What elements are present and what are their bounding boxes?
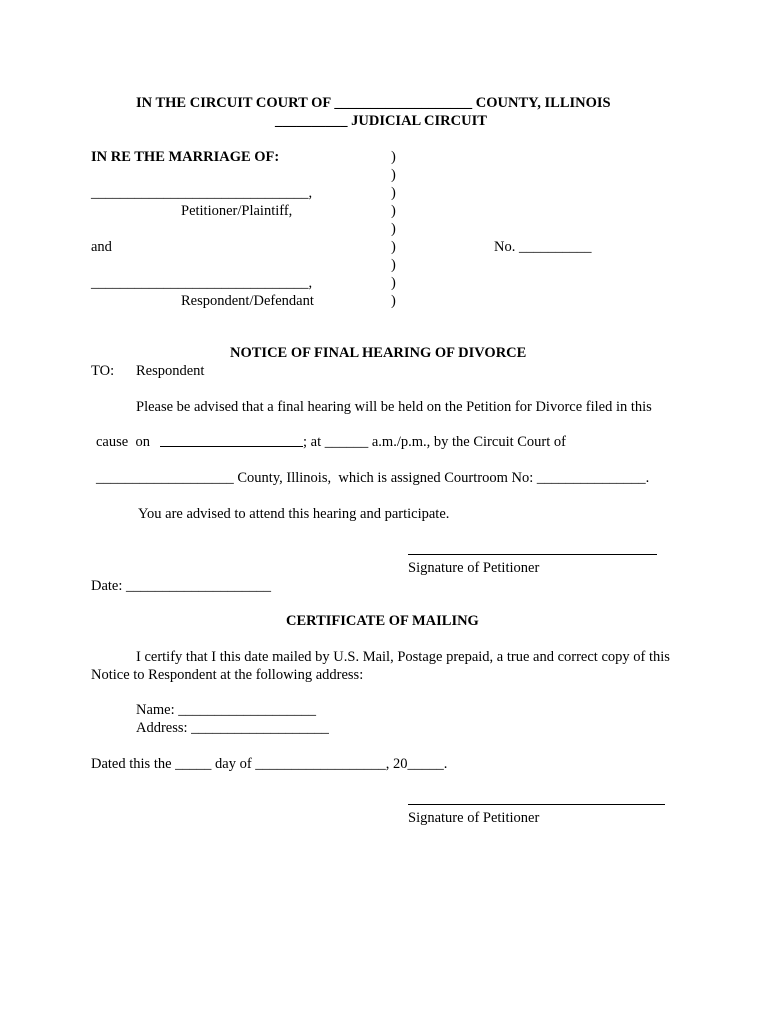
mailing-address-field[interactable]: Address: ___________________ [136, 720, 329, 736]
certificate-paragraph-line2: Notice to Respondent at the following address: [91, 667, 364, 683]
to-recipient: Respondent [136, 363, 205, 379]
certificate-paragraph-line1: I certify that I this date mailed by U.S. Mail, Postage prepaid, a true and correct copy of this [136, 649, 670, 665]
certificate-title: CERTIFICATE OF MAILING [286, 613, 479, 629]
caption-paren: ) [391, 149, 396, 165]
hearing-time-text: ; at ______ a.m./p.m., by the Circuit Court of [303, 434, 566, 450]
certificate-signature-label: Signature of Petitioner [408, 810, 540, 826]
court-header-line2: __________ JUDICIAL CIRCUIT [275, 113, 487, 129]
cause-on-label: cause on [96, 434, 150, 450]
in-re-marriage-label: IN RE THE MARRIAGE OF: [91, 149, 280, 165]
caption-paren: ) [391, 185, 396, 201]
dated-line[interactable]: Dated this the _____ day of __________________, 20_____. [91, 756, 448, 772]
county-courtroom-line: ___________________ County, Illinois, which is assigned Courtroom No: _______________. [96, 470, 650, 486]
and-label: and [91, 239, 112, 255]
attend-instruction: You are advised to attend this hearing and participate. [138, 506, 450, 522]
petitioner-name-blank[interactable]: ______________________________, [91, 185, 313, 201]
court-header-line1: IN THE CIRCUIT COURT OF ___________________ COUNTY, ILLINOIS [136, 95, 611, 111]
respondent-label: Respondent/Defendant [181, 293, 314, 309]
respondent-name-blank[interactable]: ______________________________, [91, 275, 313, 291]
petitioner-signature-label: Signature of Petitioner [408, 560, 540, 576]
petitioner-signature-line[interactable] [408, 554, 657, 555]
caption-paren: ) [391, 203, 396, 219]
caption-paren: ) [391, 221, 396, 237]
notice-date-field[interactable]: Date: ____________________ [91, 578, 272, 594]
caption-paren: ) [391, 239, 396, 255]
caption-paren: ) [391, 275, 396, 291]
caption-paren: ) [391, 167, 396, 183]
to-label: TO: [91, 363, 115, 379]
notice-title: NOTICE OF FINAL HEARING OF DIVORCE [230, 345, 527, 361]
caption-paren: ) [391, 293, 396, 309]
petitioner-label: Petitioner/Plaintiff, [181, 203, 293, 219]
notice-paragraph-line1: Please be advised that a final hearing will be held on the Petition for Divorce filed in this [136, 399, 652, 415]
caption-paren: ) [391, 257, 396, 273]
hearing-date-blank[interactable] [160, 446, 303, 447]
certificate-signature-line[interactable] [408, 804, 665, 805]
case-number-field[interactable]: No. __________ [494, 239, 592, 255]
mailing-name-field[interactable]: Name: ___________________ [136, 702, 317, 718]
